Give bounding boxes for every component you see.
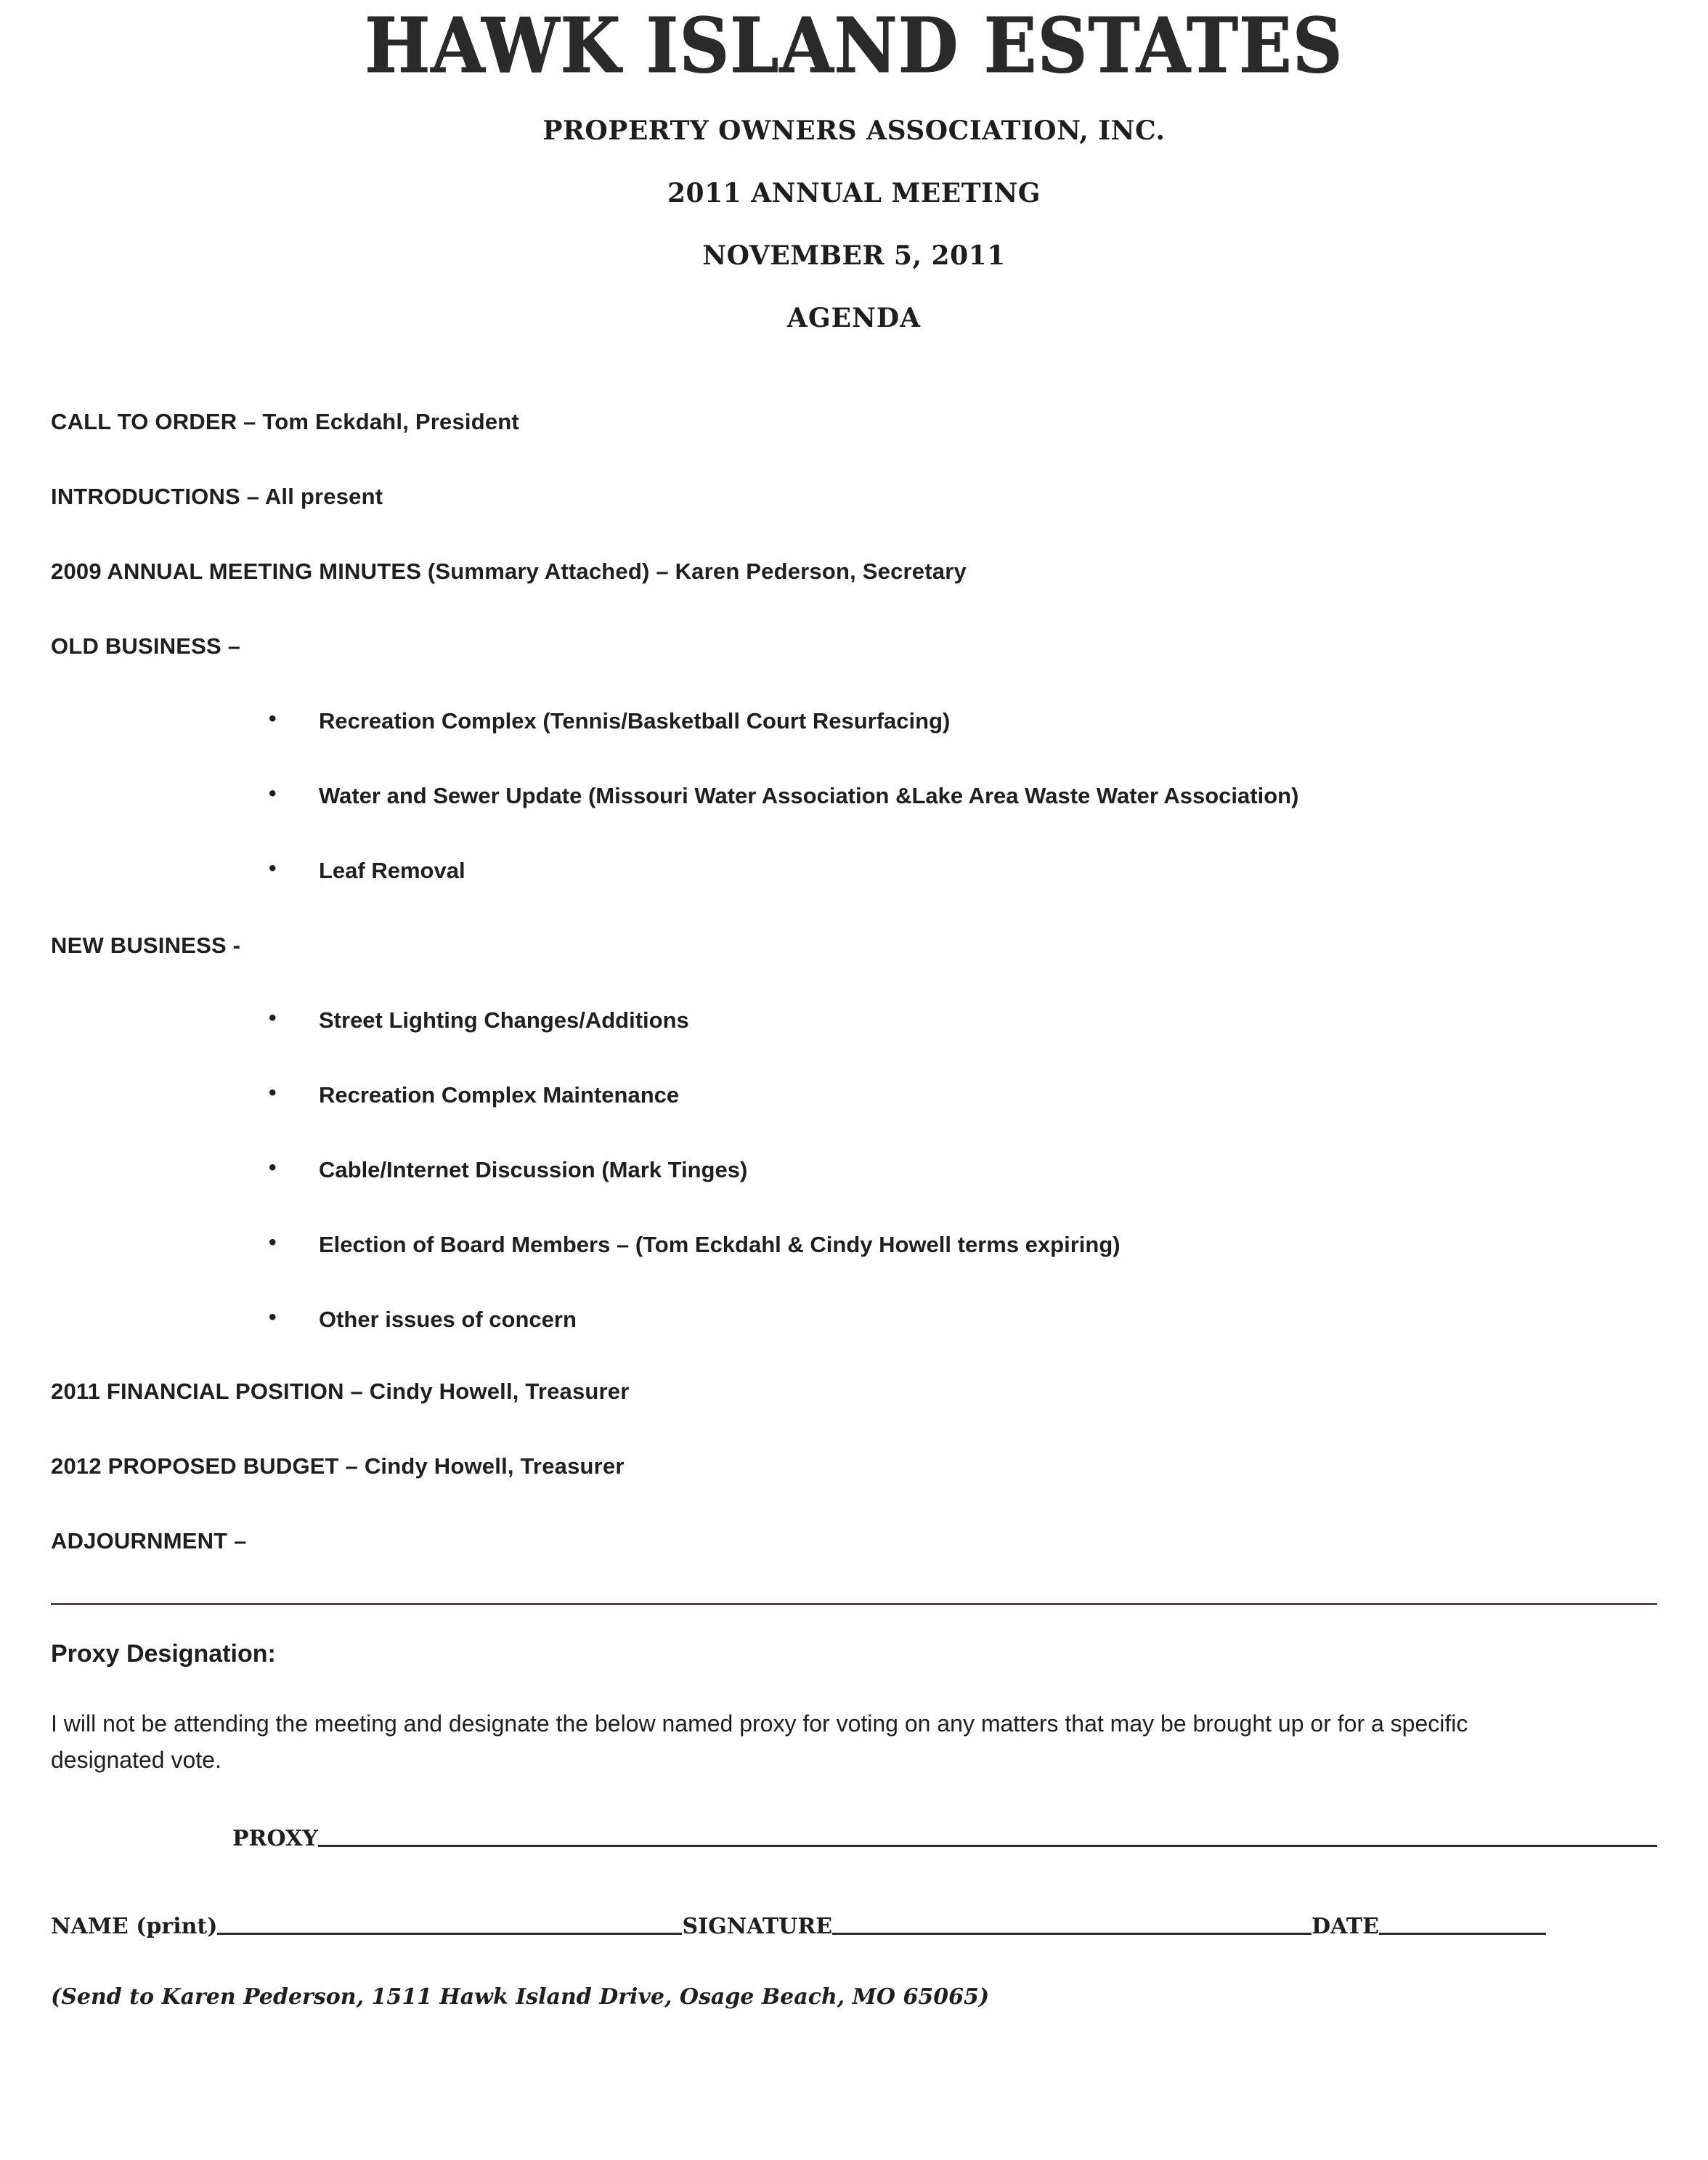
print-name-label: NAME (print) (51, 1914, 218, 1940)
print-name-field[interactable] (217, 1933, 682, 1935)
meeting-date: NOVEMBER 5, 2011 (702, 240, 1006, 272)
signature-label: SIGNATURE (682, 1914, 833, 1940)
list-item: • Recreation Complex Maintenance (51, 1082, 1657, 1108)
section-divider (51, 1603, 1657, 1605)
meeting-title: 2011 ANNUAL MEETING (667, 178, 1041, 209)
agenda-item-call-to-order: CALL TO ORDER – Tom Eckdahl, President (51, 409, 519, 435)
agenda-body (0, 409, 1708, 1554)
agenda-item-proposed-budget: 2012 PROPOSED BUDGET – Cindy Howell, Treasurer (51, 1453, 625, 1479)
proxy-field-label: PROXY (232, 1826, 318, 1852)
date-label: DATE (1312, 1914, 1379, 1940)
agenda-item-adjournment: ADJOURNMENT – (51, 1528, 247, 1554)
old-business-list (51, 708, 1657, 884)
document-type: AGENDA (786, 303, 922, 334)
agenda-item-introductions: INTRODUCTIONS – All present (51, 484, 383, 510)
organization-subtitle: PROPERTY OWNERS ASSOCIATION, INC. (542, 115, 1166, 147)
list-item: • Water and Sewer Update (Missouri Water Association &Lake Area Waste Water Association) (51, 783, 1657, 809)
proxy-section (0, 1640, 1708, 1939)
agenda-item-new-business: NEW BUSINESS - (51, 933, 241, 959)
list-item: • Leaf Removal (51, 858, 1657, 884)
agenda-item-financial-position: 2011 FINANCIAL POSITION – Cindy Howell, Treasurer (51, 1379, 630, 1405)
new-business-list (51, 1007, 1657, 1333)
document-masthead (0, 0, 1708, 333)
signature-field[interactable] (832, 1933, 1312, 1935)
list-item: • Cable/Internet Discussion (Mark Tinges) (51, 1157, 1657, 1183)
agenda-item-minutes: 2009 ANNUAL MEETING MINUTES (Summary Attached) – Karen Pederson, Secretary (51, 559, 967, 585)
mailing-instructions: (Send to Karen Pederson, 1511 Hawk Island Drive, Osage Beach, MO 65065) (51, 1984, 990, 2010)
list-item: • Recreation Complex (Tennis/Basketball Court Resurfacing) (51, 708, 1657, 734)
proxy-name-row (51, 1826, 1657, 1851)
list-item: • Other issues of concern (51, 1307, 1657, 1333)
date-field[interactable] (1379, 1933, 1546, 1935)
list-item: • Election of Board Members – (Tom Eckdahl & Cindy Howell terms expiring) (51, 1232, 1657, 1258)
signature-row (51, 1914, 1657, 1939)
agenda-item-old-business: OLD BUSINESS – (51, 633, 241, 659)
list-item: • Street Lighting Changes/Additions (51, 1007, 1657, 1034)
proxy-instructions: I will not be attending the meeting and designate the below named proxy for voting on any matters that may be brought up or for a specific designated vote. (51, 1710, 1468, 1773)
organization-title: HAWK ISLAND ESTATES (365, 1, 1343, 90)
proxy-section-title: Proxy Designation: (51, 1640, 276, 1668)
proxy-name-field[interactable] (318, 1845, 1657, 1847)
